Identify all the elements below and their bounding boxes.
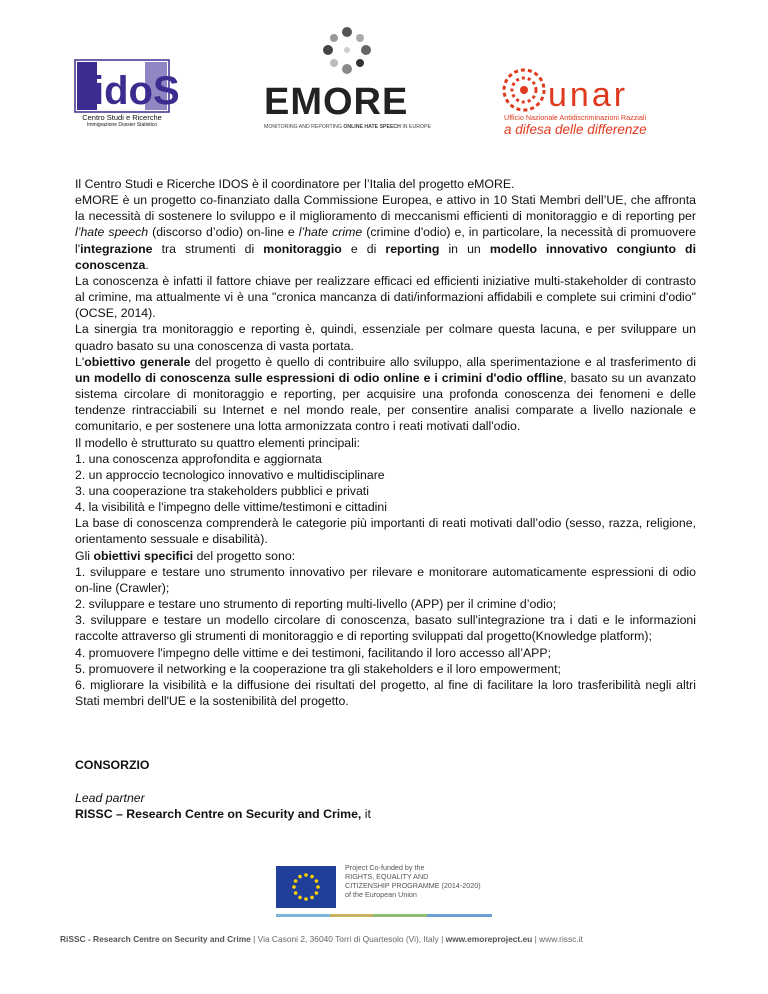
consorzio-heading bbox=[75, 757, 696, 773]
funding-line: CITIZENSHIP PROGRAMME (2014-2020) bbox=[345, 881, 481, 890]
funding-line: Project Co-funded by the bbox=[345, 863, 425, 872]
funding-text bbox=[345, 863, 495, 899]
objective-item: 4. promuovere l'impegno delle vittime e dei testimoni, facilitando il loro accesso all’APP; bbox=[75, 645, 552, 660]
synergy-paragraph: La sinergia tra monitoraggio e reporting è, quindi, essenziale per colmare questa lacuna, e per sviluppare un quadro basato su una conoscenza di vasta portata. bbox=[75, 322, 696, 353]
unar-logo-graphic bbox=[498, 66, 693, 136]
document-body bbox=[75, 176, 696, 823]
unar-wordmark: unar bbox=[548, 76, 629, 114]
objective-item: 2. sviluppare e testare uno strumento di reporting multi-livello (APP) per il crimine d’odio; bbox=[75, 597, 557, 612]
element-item: 1. una conoscenza approfondita e aggiornata bbox=[75, 451, 322, 466]
bold-monitoraggio: monitoraggio bbox=[263, 241, 342, 256]
eu-flag-icon bbox=[276, 866, 336, 908]
intro-paragraph: Il Centro Studi e Ricerche IDOS è il coordinatore per l’Italia del progetto eMORE. bbox=[75, 177, 515, 191]
header bbox=[0, 0, 768, 150]
text-span: in un bbox=[439, 241, 490, 256]
text-span: del progetto è quello di contribuire allo sviluppo, alla sperimentazione e al trasferimento di bbox=[190, 354, 697, 369]
bold-integrazione: integrazione bbox=[80, 241, 153, 256]
emore-logo bbox=[262, 22, 432, 134]
element-item: 3. una cooperazione tra stakeholders pubblici e privati bbox=[75, 483, 369, 498]
text-span: eMORE è un progetto co-finanziato dalla Commissione Europea, e attivo in 10 Stati Membri dell’UE, che affronta la necessità di sostenere lo sviluppo e il miglioramento di meccanismi efficienti di monitoraggio e di reporting per bbox=[75, 193, 696, 224]
emore-tag-b: ONLINE HATE SPEECH bbox=[343, 124, 401, 130]
footer-org: RiSSC - Research Centre on Security and Crime bbox=[60, 934, 251, 944]
spacer bbox=[75, 773, 696, 790]
text-span: , basato su un avanzato sistema circolare di monitoraggio e reporting, per acquisire una profonda conoscenza dei fenomeni e delle tendenze rintracciabili su Internet e nel mondo reale, per consentire analisi comparate a livello nazionale e comunitario, e per sostenere una lotta armonizzata contro i reati motivati dall'odio. bbox=[75, 370, 696, 434]
idos-line2: Immigrazione Dossier Statistico bbox=[86, 122, 158, 128]
footer-contact-line bbox=[60, 934, 710, 944]
emore-tag-a: MONITORING AND REPORTING bbox=[264, 124, 344, 130]
idos-logo bbox=[75, 60, 180, 128]
text-span: L' bbox=[75, 354, 85, 369]
funding-line: of the European Union bbox=[345, 890, 417, 899]
bold-reporting: reporting bbox=[385, 241, 440, 256]
bold-modello: modello innovativo congiunto di conoscenza bbox=[75, 241, 696, 272]
element-item: 2. un approccio tecnologico innovativo e multidisciplinare bbox=[75, 467, 385, 482]
eu-stars-icon bbox=[276, 866, 336, 908]
bold-obiettivo-generale: obiettivo generale bbox=[84, 354, 191, 369]
text-span: e di bbox=[341, 241, 386, 256]
emore-wordmark: EMORE bbox=[264, 81, 409, 123]
emore-tag-c: IN EUROPE bbox=[400, 124, 431, 130]
italic-hate-crime: l’hate crime bbox=[298, 225, 363, 240]
footer-address: | Via Casoni 2, 36040 Torri di Quartesolo (Vi), Italy | bbox=[250, 934, 446, 944]
bold-obiettivi-specifici: obiettivi specifici bbox=[93, 548, 194, 563]
bold-modello-conoscenza: un modello di conoscenza sulle espressioni di odio online e i crimini d'odio offline bbox=[75, 370, 564, 385]
spacer bbox=[75, 709, 696, 757]
funding-line: RIGHTS, EQUALITY AND bbox=[345, 872, 429, 881]
lead-label-text: Lead partner bbox=[75, 791, 145, 806]
text-span: Gli bbox=[75, 548, 94, 563]
text-span: (discorso d’odio) on-line e bbox=[148, 225, 299, 240]
emore-puzzle-icon bbox=[323, 27, 371, 74]
unar-line1: Ufficio Nazionale Antidiscriminazioni Razziali bbox=[504, 113, 647, 122]
text-span: del progetto sono: bbox=[193, 548, 296, 563]
objective-item: 3. sviluppare e testare un modello circolare di conoscenza, basato sull'integrazione tra i dati e le informazioni raccolte attraverso gli strumenti di monitoraggio e di reporting sviluppati dal progetto(Knowledge platform); bbox=[75, 613, 696, 644]
lead-country-text: it bbox=[361, 807, 371, 822]
emore-tagline bbox=[264, 124, 431, 130]
objective-item: 6. migliorare la visibilità e la diffusione dei risultati del progetto, al fine di facilitare la loro trasferibilità negli altri Stati membri dell'UE e la sostenibilità del progetto. bbox=[75, 677, 696, 708]
text-span: (crimine d'odio) e, in particolare, la necessità di promuovere l' bbox=[75, 225, 697, 256]
project-paragraph bbox=[75, 192, 696, 273]
model-intro: Il modello è strutturato su quattro elementi principali: bbox=[75, 435, 361, 450]
knowledge-paragraph: La conoscenza è infatti il fattore chiave per realizzare efficaci ed efficienti iniziative multi-stakeholder di contrasto al crimine, ma attualmente vi è una "cronica mancanza di dati/informazioni affidabili e complete sui crimini d'odio" (OCSE, 2014). bbox=[75, 273, 696, 321]
footer-color-bar bbox=[276, 914, 492, 917]
lead-partner-label bbox=[75, 790, 696, 806]
specific-objectives-intro bbox=[75, 548, 696, 564]
idos-mark: idoS bbox=[93, 69, 180, 113]
text-span: tra strumenti di bbox=[152, 241, 264, 256]
text-span: . bbox=[145, 257, 149, 272]
general-objective-paragraph bbox=[75, 354, 696, 435]
element-item: 4. la visibilità e l'impegno delle vittime/testimoni e cittadini bbox=[75, 500, 387, 515]
italic-hate-speech: l’hate speech bbox=[75, 225, 149, 240]
lead-name-text: RISSC – Research Centre on Security and Crime, bbox=[75, 807, 362, 822]
idos-logo-graphic bbox=[75, 60, 180, 128]
footer-website-rissc[interactable]: www.rissc.it bbox=[539, 934, 583, 944]
footer-website-emore[interactable]: www.emoreproject.eu bbox=[445, 934, 533, 944]
unar-logo bbox=[498, 66, 693, 136]
emore-logo-graphic bbox=[262, 22, 432, 134]
eu-funding-block bbox=[276, 860, 494, 918]
footer-separator: | bbox=[532, 934, 540, 944]
idos-line1: Centro Studi e Ricerche bbox=[82, 113, 162, 122]
unar-globe-icon bbox=[504, 70, 544, 110]
categories-paragraph: La base di conoscenza comprenderà le categorie più importanti di reati motivati dall’odio (sesso, razza, religione, orientamento sessuale e disabilità). bbox=[75, 516, 696, 547]
objective-item: 1. sviluppare e testare uno strumento innovativo per rilevare e monitorare automaticamente espressioni di odio on-line (Crawler); bbox=[75, 564, 696, 595]
lead-partner-name bbox=[75, 806, 696, 822]
objective-item: 5. promuovere il networking e la cooperazione tra gli stakeholders e il loro empowerment; bbox=[75, 661, 561, 676]
consorzio-label: CONSORZIO bbox=[75, 758, 150, 773]
unar-line2: a difesa delle differenze bbox=[504, 122, 647, 137]
